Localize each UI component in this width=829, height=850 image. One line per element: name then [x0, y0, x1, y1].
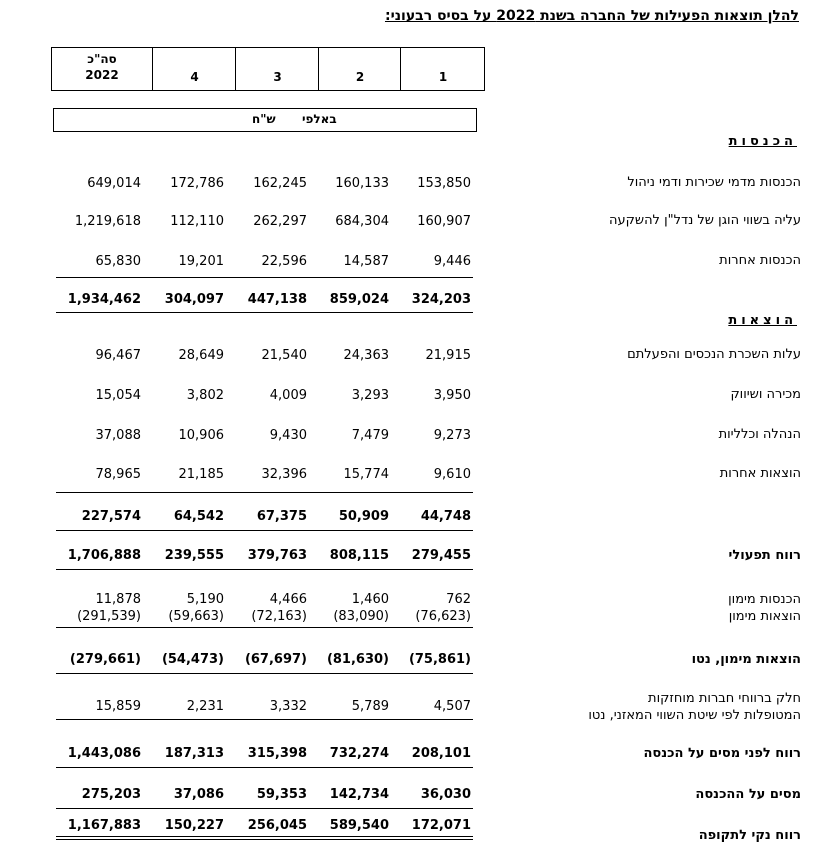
row-label: מסים על ההכנסה: [695, 787, 801, 802]
table-cell: 37,086: [173, 787, 224, 802]
table-cell: 65,830: [95, 254, 141, 269]
underline-rule: [309, 492, 391, 493]
table-cell: 315,398: [247, 746, 307, 761]
header-q3: 3: [235, 48, 319, 90]
underline-rule: [56, 492, 143, 493]
underline-rule: [391, 530, 473, 531]
underline-rule: [226, 530, 309, 531]
header-total-label: סה"כ: [87, 52, 117, 66]
table-cell: 4,009: [269, 388, 307, 403]
table-cell: 9,273: [433, 428, 471, 443]
table-cell: 11,878: [95, 592, 141, 607]
row-label: הנהלה וכלליות: [718, 427, 801, 442]
table-cell: (75,861): [408, 652, 471, 667]
underline-rule: [226, 808, 309, 809]
header-q2: 2: [318, 48, 401, 90]
table-cell: 208,101: [411, 746, 471, 761]
underline-rule: [56, 673, 143, 674]
underline-rule: [391, 312, 473, 313]
underline-rule: [391, 839, 473, 840]
table-cell: (76,623): [415, 609, 471, 624]
table-cell: 153,850: [417, 176, 471, 191]
row-label: עלות השכרת הנכסים והפעלתם: [627, 347, 801, 362]
underline-rule: [143, 836, 226, 837]
page-title: להלן תוצאות הפעילות של החברה בשנת 2022 על בסיס רבעוני:: [384, 8, 799, 24]
table-cell: 150,227: [164, 818, 224, 833]
underline-rule: [143, 277, 226, 278]
underline-rule: [391, 569, 473, 570]
table-cell: 1,934,462: [67, 292, 141, 307]
table-cell: 1,460: [351, 592, 389, 607]
underline-rule: [391, 767, 473, 768]
underline-rule: [309, 808, 391, 809]
underline-rule: [143, 673, 226, 674]
table-cell: 304,097: [164, 292, 224, 307]
table-cell: 64,542: [173, 509, 224, 524]
underline-rule: [226, 767, 309, 768]
table-cell: 21,540: [261, 348, 307, 363]
table-cell: 5,190: [186, 592, 224, 607]
table-cell: 262,297: [253, 214, 307, 229]
table-cell: 50,909: [338, 509, 389, 524]
row-label: עליה בשווי הוגן של נדל"ן להשקעה: [609, 213, 801, 228]
underline-rule: [56, 569, 143, 570]
table-cell: 19,201: [178, 254, 224, 269]
table-cell: 9,610: [433, 467, 471, 482]
row-label: רווח לפני מסים על הכנסה: [643, 746, 801, 761]
underline-rule: [226, 836, 309, 837]
underline-rule: [226, 627, 309, 628]
underline-rule: [391, 277, 473, 278]
underline-rule: [143, 312, 226, 313]
table-cell: 24,363: [343, 348, 389, 363]
section-income: הכנסות: [728, 134, 797, 149]
table-cell: (83,090): [333, 609, 389, 624]
table-cell: (67,697): [244, 652, 307, 667]
units-word2: ש"ח: [252, 112, 276, 126]
table-cell: 3,293: [351, 388, 389, 403]
table-cell: (72,163): [251, 609, 307, 624]
table-cell: 96,467: [95, 348, 141, 363]
underline-rule: [309, 530, 391, 531]
underline-rule: [309, 767, 391, 768]
table-cell: 21,915: [425, 348, 471, 363]
table-cell: 172,071: [411, 818, 471, 833]
table-cell: 28,649: [178, 348, 224, 363]
table-cell: 1,219,618: [74, 214, 141, 229]
table-cell: 859,024: [329, 292, 389, 307]
table-cell: 379,763: [247, 548, 307, 563]
underline-rule: [226, 569, 309, 570]
underline-rule: [309, 569, 391, 570]
row-label-line2: המטופלות לפי שיטת השווי המאזני, נטו: [588, 708, 801, 723]
table-cell: (54,473): [161, 652, 224, 667]
table-cell: 22,596: [261, 254, 307, 269]
row-label: הכנסות אחרות: [719, 253, 801, 268]
underline-rule: [226, 839, 309, 840]
underline-rule: [226, 492, 309, 493]
table-cell: 7,479: [351, 428, 389, 443]
table-cell: 59,353: [256, 787, 307, 802]
table-cell: 1,706,888: [67, 548, 141, 563]
underline-rule: [309, 277, 391, 278]
table-cell: (59,663): [168, 609, 224, 624]
table-cell: 3,950: [433, 388, 471, 403]
underline-rule: [391, 627, 473, 628]
row-label: רווח נקי לתקופה: [698, 828, 801, 843]
row-label: הוצאות מימון: [728, 609, 801, 624]
underline-rule: [56, 530, 143, 531]
table-cell: 160,907: [417, 214, 471, 229]
underline-rule: [391, 836, 473, 837]
table-cell: 649,014: [87, 176, 141, 191]
header-q4: 4: [152, 48, 236, 90]
table-cell: 15,859: [95, 699, 141, 714]
row-label: הוצאות אחרות: [719, 466, 801, 481]
underline-rule: [226, 312, 309, 313]
underline-rule: [143, 767, 226, 768]
table-cell: 44,748: [420, 509, 471, 524]
table-cell: 172,786: [170, 176, 224, 191]
underline-rule: [143, 569, 226, 570]
underline-rule: [56, 836, 143, 837]
underline-rule: [143, 808, 226, 809]
row-label: רווח תפעולי: [728, 548, 801, 563]
underline-rule: [56, 808, 143, 809]
table-cell: 15,774: [343, 467, 389, 482]
table-cell: (291,539): [77, 609, 141, 624]
underline-rule: [56, 767, 143, 768]
table-cell: 9,446: [433, 254, 471, 269]
table-cell: 239,555: [164, 548, 224, 563]
table-cell: 67,375: [256, 509, 307, 524]
table-cell: 32,396: [261, 467, 307, 482]
table-cell: (279,661): [69, 652, 141, 667]
underline-rule: [391, 808, 473, 809]
header-total-year: 2022: [85, 68, 119, 82]
table-cell: 1,443,086: [67, 746, 141, 761]
underline-rule: [391, 719, 473, 720]
table-cell: 10,906: [178, 428, 224, 443]
table-cell: 9,430: [269, 428, 307, 443]
table-cell: 256,045: [247, 818, 307, 833]
table-cell: 5,789: [351, 699, 389, 714]
underline-rule: [56, 277, 143, 278]
table-cell: 447,138: [247, 292, 307, 307]
header-q1: 1: [400, 48, 485, 90]
section-expenses: הוצאות: [728, 313, 797, 328]
underline-rule: [143, 839, 226, 840]
table-cell: 684,304: [335, 214, 389, 229]
underline-rule: [143, 719, 226, 720]
underline-rule: [56, 312, 143, 313]
table-cell: 14,587: [343, 254, 389, 269]
underline-rule: [56, 719, 143, 720]
table-cell: 589,540: [329, 818, 389, 833]
table-cell: 2,231: [186, 699, 224, 714]
table-cell: 1,167,883: [67, 818, 141, 833]
row-label: חלק ברווחי חברות מוחזקות: [648, 691, 801, 706]
underline-rule: [226, 277, 309, 278]
table-cell: 3,802: [186, 388, 224, 403]
table-cell: 37,088: [95, 428, 141, 443]
units-word1: באלפי: [302, 112, 337, 126]
table-cell: 762: [446, 592, 471, 607]
table-cell: 21,185: [178, 467, 224, 482]
table-cell: 3,332: [269, 699, 307, 714]
table-cell: 275,203: [81, 787, 141, 802]
table-cell: 187,313: [164, 746, 224, 761]
underline-rule: [226, 673, 309, 674]
table-cell: 162,245: [253, 176, 307, 191]
table-cell: 324,203: [411, 292, 471, 307]
units-box: [53, 108, 477, 132]
row-label: הכנסות מדמי שכירות ודמי ניהול: [627, 175, 801, 190]
underline-rule: [309, 719, 391, 720]
table-cell: 808,115: [329, 548, 389, 563]
table-cell: 732,274: [329, 746, 389, 761]
table-cell: 4,466: [269, 592, 307, 607]
table-cell: 78,965: [95, 467, 141, 482]
underline-rule: [309, 836, 391, 837]
column-header-box: [51, 47, 485, 91]
underline-rule: [309, 673, 391, 674]
table-cell: 142,734: [329, 787, 389, 802]
table-cell: 160,133: [335, 176, 389, 191]
table-cell: 227,574: [81, 509, 141, 524]
table-cell: 279,455: [411, 548, 471, 563]
underline-rule: [56, 627, 143, 628]
underline-rule: [391, 673, 473, 674]
table-cell: 112,110: [170, 214, 224, 229]
table-cell: 36,030: [420, 787, 471, 802]
underline-rule: [143, 627, 226, 628]
table-cell: 15,054: [95, 388, 141, 403]
underline-rule: [56, 839, 143, 840]
row-label: מכירה ושיווק: [730, 387, 801, 402]
underline-rule: [391, 492, 473, 493]
header-total: [52, 48, 152, 90]
table-cell: (81,630): [326, 652, 389, 667]
underline-rule: [309, 312, 391, 313]
table-cell: 4,507: [433, 699, 471, 714]
row-label: הכנסות מימון: [728, 592, 801, 607]
row-label: הוצאות מימון, נטו: [691, 652, 801, 667]
underline-rule: [309, 839, 391, 840]
underline-rule: [143, 492, 226, 493]
underline-rule: [226, 719, 309, 720]
underline-rule: [309, 627, 391, 628]
underline-rule: [143, 530, 226, 531]
